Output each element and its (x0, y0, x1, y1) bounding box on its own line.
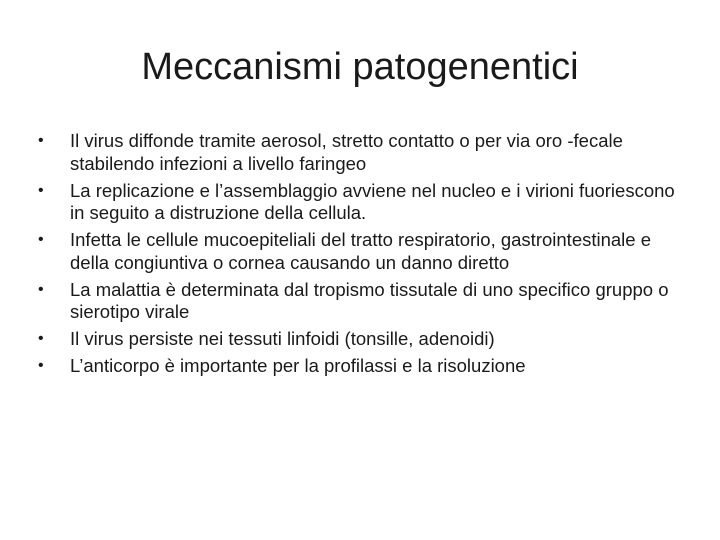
bullet-marker: • (38, 181, 44, 199)
slide-title: Meccanismi patogenentici (141, 46, 579, 88)
bullet-text: La replicazione e l’assemblaggio avviene nel nucleo e i virioni fuoriescono in seguito a distruzione della cellula. (70, 179, 675, 223)
bullet-item (36, 355, 686, 378)
bullet-text: L’anticorpo è importante per la profilassi e la risoluzione (70, 355, 526, 376)
bullet-text: La malattia è determinata dal tropismo tissutale di uno specifico gruppo o sierotipo virale (70, 278, 669, 322)
bullet-text: Il virus persiste nei tessuti linfoidi (tonsille, adenoidi) (70, 328, 495, 349)
bullet-item (36, 229, 686, 274)
bullet-item (36, 328, 686, 351)
bullet-item (36, 180, 686, 225)
bullet-marker: • (38, 280, 44, 298)
bullet-text: Il virus diffonde tramite aerosol, stretto contatto o per via oro -fecale stabilendo infezioni a livello faringeo (70, 130, 623, 174)
bullet-list (36, 130, 686, 382)
bullet-marker: • (38, 132, 44, 149)
bullet-text: Infetta le cellule mucoepiteliali del tratto respiratorio, gastrointestinale e della congiuntiva o cornea causando un danno diretto (70, 229, 652, 273)
bullet-item (36, 130, 686, 175)
bullet-marker: • (38, 330, 44, 347)
bullet-marker: • (38, 231, 44, 248)
bullet-item (36, 279, 686, 324)
bullet-marker: • (38, 357, 44, 374)
